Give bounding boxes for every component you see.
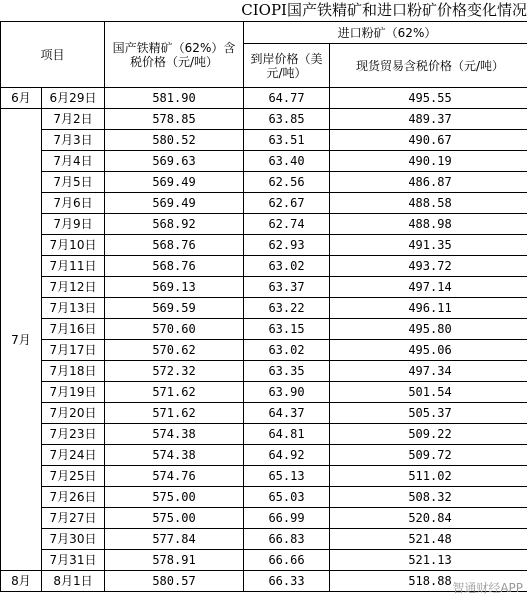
arrival-price-cell: 63.90 [244, 382, 330, 403]
spot-price-cell: 495.06 [330, 340, 527, 361]
date-cell: 7月27日 [42, 508, 105, 529]
header-spot-price: 现货贸易含税价格（元/吨） [330, 44, 527, 88]
table-row [1, 277, 527, 298]
table-row [1, 256, 527, 277]
header-imported: 进口粉矿（62%） [244, 22, 527, 44]
date-cell: 7月12日 [42, 277, 105, 298]
table-title: CIOPI国产铁精矿和进口粉矿价格变化情况 [241, 1, 527, 19]
domestic-price-cell: 569.49 [105, 193, 244, 214]
table-row [1, 529, 527, 550]
table-row [1, 445, 527, 466]
domestic-price-cell: 577.84 [105, 529, 244, 550]
spot-price-cell: 490.67 [330, 130, 527, 151]
date-cell: 7月2日 [42, 109, 105, 130]
table-row [1, 172, 527, 193]
spot-price-cell: 497.34 [330, 361, 527, 382]
arrival-price-cell: 63.51 [244, 130, 330, 151]
spot-price-cell: 520.84 [330, 508, 527, 529]
header-item: 项目 [1, 22, 105, 88]
arrival-price-cell: 64.81 [244, 424, 330, 445]
domestic-price-cell: 574.38 [105, 445, 244, 466]
table-row [1, 109, 527, 130]
date-cell: 7月5日 [42, 172, 105, 193]
domestic-price-cell: 568.92 [105, 214, 244, 235]
domestic-price-cell: 568.76 [105, 256, 244, 277]
table-row [1, 298, 527, 319]
spot-price-cell: 496.11 [330, 298, 527, 319]
domestic-price-cell: 568.76 [105, 235, 244, 256]
domestic-price-cell: 578.85 [105, 109, 244, 130]
arrival-price-cell: 62.67 [244, 193, 330, 214]
spot-price-cell: 501.54 [330, 382, 527, 403]
domestic-price-cell: 574.38 [105, 424, 244, 445]
date-cell: 7月25日 [42, 466, 105, 487]
date-cell: 7月23日 [42, 424, 105, 445]
spot-price-cell: 490.19 [330, 151, 527, 172]
date-cell: 7月9日 [42, 214, 105, 235]
arrival-price-cell: 62.56 [244, 172, 330, 193]
arrival-price-cell: 66.33 [244, 571, 330, 592]
domestic-price-cell: 569.49 [105, 172, 244, 193]
arrival-price-cell: 66.99 [244, 508, 330, 529]
arrival-price-cell: 66.83 [244, 529, 330, 550]
table-row [1, 571, 527, 592]
table-row [1, 508, 527, 529]
arrival-price-cell: 63.22 [244, 298, 330, 319]
domestic-price-cell: 571.62 [105, 403, 244, 424]
domestic-price-cell: 569.63 [105, 151, 244, 172]
arrival-price-cell: 65.03 [244, 487, 330, 508]
arrival-price-cell: 65.13 [244, 466, 330, 487]
spot-price-cell: 509.22 [330, 424, 527, 445]
date-cell: 7月19日 [42, 382, 105, 403]
watermark: 智通财经APP [452, 581, 523, 595]
header-domestic-text: 国产铁精矿（62%）含税价格（元/吨） [112, 40, 236, 69]
date-cell: 7月13日 [42, 298, 105, 319]
domestic-price-cell: 580.57 [105, 571, 244, 592]
spot-price-cell: 521.48 [330, 529, 527, 550]
date-cell: 7月10日 [42, 235, 105, 256]
domestic-price-cell: 575.00 [105, 508, 244, 529]
spot-price-cell: 518.88 [330, 571, 527, 592]
date-cell: 7月30日 [42, 529, 105, 550]
table-row [1, 319, 527, 340]
arrival-price-cell: 62.74 [244, 214, 330, 235]
price-table [0, 21, 527, 592]
arrival-price-cell: 63.40 [244, 151, 330, 172]
spot-price-cell: 495.80 [330, 319, 527, 340]
table-row [1, 214, 527, 235]
date-cell: 7月18日 [42, 361, 105, 382]
spot-price-cell: 511.02 [330, 466, 527, 487]
date-cell: 7月11日 [42, 256, 105, 277]
date-cell: 7月31日 [42, 550, 105, 571]
spot-price-cell: 489.37 [330, 109, 527, 130]
table-row [1, 550, 527, 571]
spot-price-cell: 521.13 [330, 550, 527, 571]
arrival-price-cell: 64.77 [244, 88, 330, 109]
date-cell: 6月29日 [42, 88, 105, 109]
arrival-price-cell: 63.02 [244, 256, 330, 277]
spot-price-cell: 495.55 [330, 88, 527, 109]
arrival-price-cell: 63.85 [244, 109, 330, 130]
date-cell: 7月17日 [42, 340, 105, 361]
domestic-price-cell: 569.13 [105, 277, 244, 298]
header-arrival-price [244, 44, 330, 88]
domestic-price-cell: 569.59 [105, 298, 244, 319]
table-row [1, 130, 527, 151]
date-cell: 7月16日 [42, 319, 105, 340]
table-row [1, 340, 527, 361]
domestic-price-cell: 578.91 [105, 550, 244, 571]
table-row [1, 382, 527, 403]
date-cell: 7月3日 [42, 130, 105, 151]
domestic-price-cell: 574.76 [105, 466, 244, 487]
arrival-price-cell: 66.66 [244, 550, 330, 571]
date-cell: 7月6日 [42, 193, 105, 214]
table-row [1, 235, 527, 256]
month-cell: 8月 [1, 571, 42, 592]
month-cell: 6月 [1, 88, 42, 109]
spot-price-cell: 505.37 [330, 403, 527, 424]
domestic-price-cell: 572.32 [105, 361, 244, 382]
month-cell: 7月 [1, 109, 42, 571]
header-arrival-text: 到岸价格（美元/吨） [250, 51, 323, 80]
arrival-price-cell: 63.37 [244, 277, 330, 298]
date-cell: 7月26日 [42, 487, 105, 508]
domestic-price-cell: 570.60 [105, 319, 244, 340]
table-row [1, 361, 527, 382]
date-cell: 7月4日 [42, 151, 105, 172]
domestic-price-cell: 575.00 [105, 487, 244, 508]
domestic-price-cell: 581.90 [105, 88, 244, 109]
table-row [1, 151, 527, 172]
date-cell: 7月24日 [42, 445, 105, 466]
arrival-price-cell: 62.93 [244, 235, 330, 256]
header-domestic-price [105, 22, 244, 88]
table-row [1, 487, 527, 508]
arrival-price-cell: 63.02 [244, 340, 330, 361]
domestic-price-cell: 580.52 [105, 130, 244, 151]
domestic-price-cell: 571.62 [105, 382, 244, 403]
arrival-price-cell: 64.92 [244, 445, 330, 466]
date-cell: 7月20日 [42, 403, 105, 424]
arrival-price-cell: 64.37 [244, 403, 330, 424]
arrival-price-cell: 63.15 [244, 319, 330, 340]
table-row [1, 424, 527, 445]
table-row [1, 403, 527, 424]
spot-price-cell: 488.58 [330, 193, 527, 214]
spot-price-cell: 493.72 [330, 256, 527, 277]
spot-price-cell: 486.87 [330, 172, 527, 193]
domestic-price-cell: 570.62 [105, 340, 244, 361]
table-row [1, 193, 527, 214]
spot-price-cell: 509.72 [330, 445, 527, 466]
table-row [1, 466, 527, 487]
spot-price-cell: 508.32 [330, 487, 527, 508]
spot-price-cell: 491.35 [330, 235, 527, 256]
spot-price-cell: 497.14 [330, 277, 527, 298]
date-cell: 8月1日 [42, 571, 105, 592]
table-row [1, 88, 527, 109]
spot-price-cell: 488.98 [330, 214, 527, 235]
arrival-price-cell: 63.35 [244, 361, 330, 382]
